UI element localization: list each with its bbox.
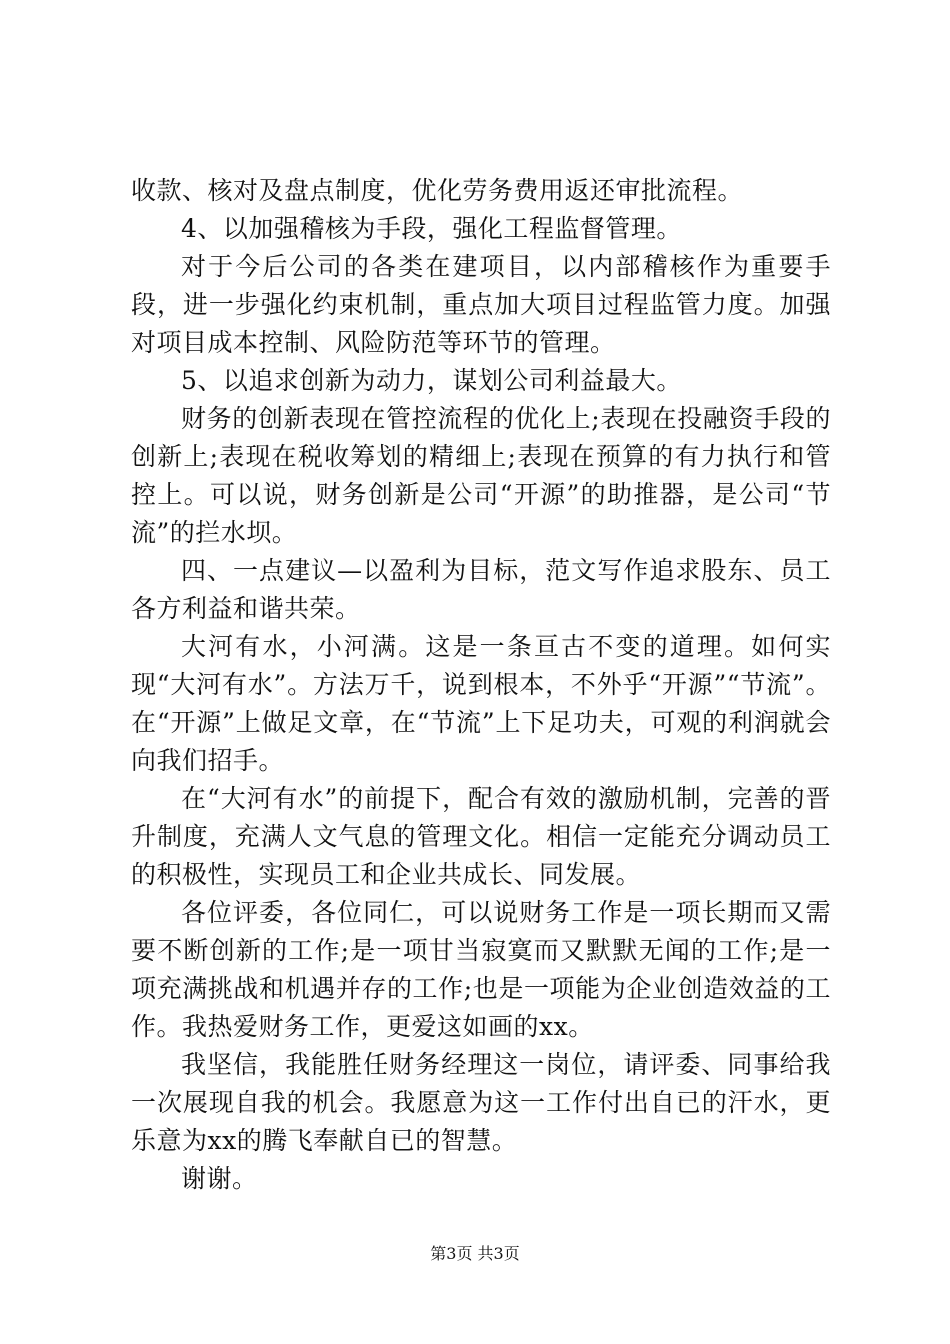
paragraph: 收款、核对及盘点制度，优化劳务费用返还审批流程。 [131, 176, 744, 205]
paragraph: 四、一点建议—以盈利为目标，范文写作追求股东、员工各方利益和谐共荣。 [131, 556, 831, 623]
paragraph: 谢谢。 [181, 1164, 258, 1193]
paragraph: 我坚信，我能胜任财务经理这一岗位，请评委、同事给我一次展现自我的机会。我愿意为这一工作付出自已的汗水，更乐意为xx的腾飞奉献自已的智慧。 [131, 1050, 831, 1155]
paragraph: 4、以加强稽核为手段，强化工程监督管理。 [181, 214, 682, 243]
paragraph: 大河有水，小河满。这是一条亘古不变的道理。如何实现“大河有水”。方法万千，说到根本，不外乎“开源”“节流”。在“开源”上做足文章，在“节流”上下足功夫，可观的利润就会向我们招手。 [131, 632, 831, 775]
document-body [131, 172, 831, 1198]
paragraph: 5、以追求创新为动力，谋划公司利益最大。 [181, 366, 682, 395]
page-number: 第3页 共3页 [430, 1244, 520, 1263]
paragraph: 财务的创新表现在管控流程的优化上;表现在投融资手段的创新上;表现在税收筹划的精细上;表现在预算的有力执行和管控上。可以说，财务创新是公司“开源”的助推器，是公司“节流”的拦水坝。 [131, 404, 831, 547]
paragraph: 各位评委，各位同仁，可以说财务工作是一项长期而又需要不断创新的工作;是一项甘当寂寞而又默默无闻的工作;是一项充满挑战和机遇并存的工作;也是一项能为企业创造效益的工作。我热爱财务工作，更爱这如画的xx。 [131, 898, 831, 1041]
paragraph: 在“大河有水”的前提下，配合有效的激励机制，完善的晋升制度，充满人文气息的管理文化。相信一定能充分调动员工的积极性，实现员工和企业共成长、同发展。 [131, 784, 831, 889]
page-footer [0, 1244, 950, 1264]
paragraph: 对于今后公司的各类在建项目，以内部稽核作为重要手段，进一步强化约束机制，重点加大项目过程监管力度。加强对项目成本控制、风险防范等环节的管理。 [131, 252, 831, 357]
